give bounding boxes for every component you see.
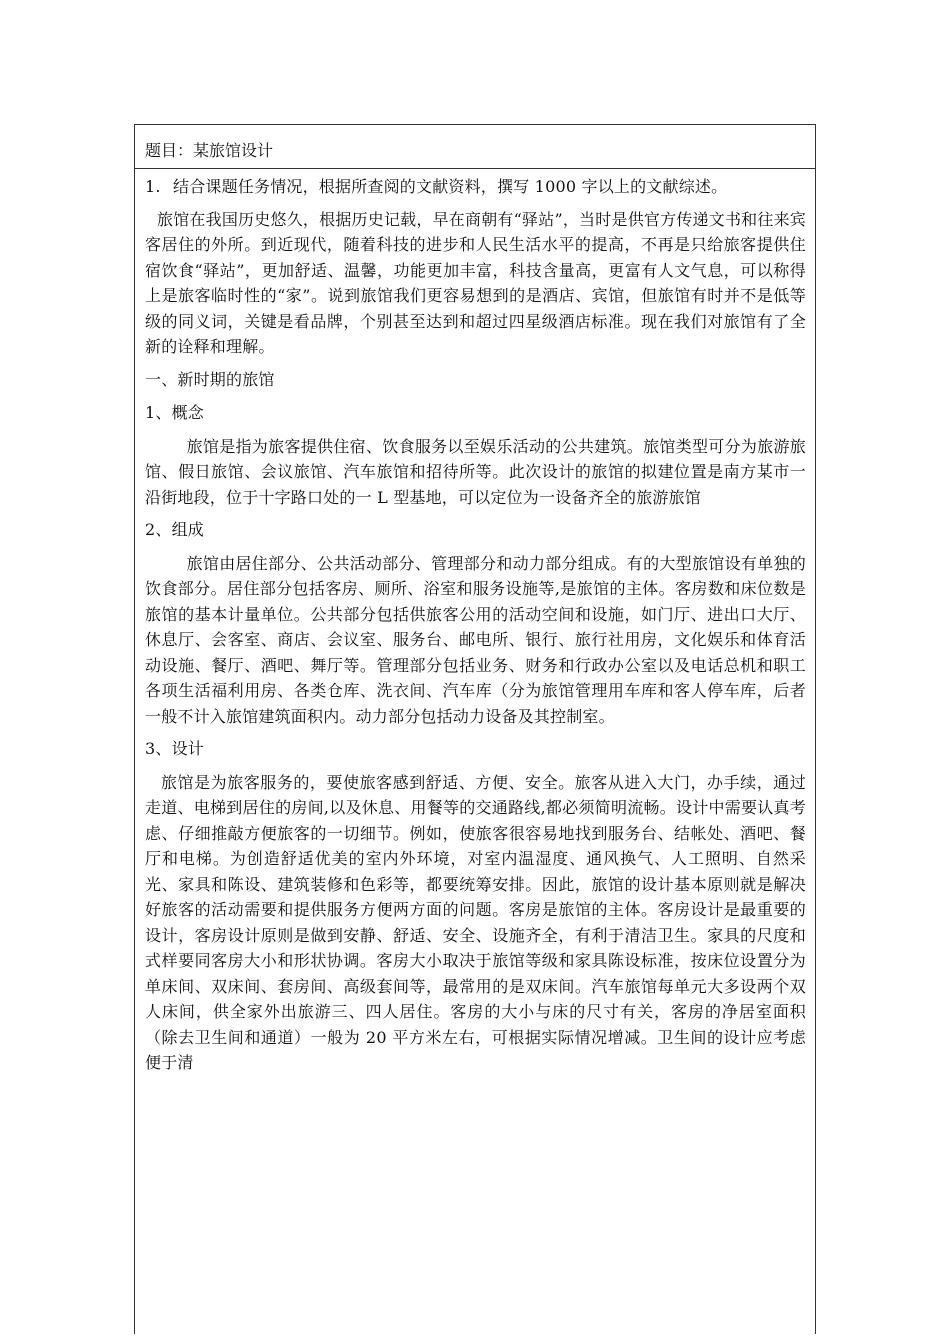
document-table	[134, 124, 816, 1334]
title-row	[135, 125, 815, 169]
task-text: 结合课题任务情况，根据所查阅的文献资料，撰写 1000 字以上的文献综述。	[173, 177, 728, 196]
concept-paragraph: 旅馆是指为旅客提供住宿、饮食服务以至娱乐活动的公共建筑。旅馆类型可分为旅游旅馆、假日旅馆、会议旅馆、汽车旅馆和招待所等。此次设计的旅馆的拟建位置是南方某市一沿街地段，位于十字路口处的一 L 型基地，可以定位为一设备齐全的旅游旅馆	[145, 436, 806, 507]
section-heading-1: 一、新时期的旅馆	[145, 369, 275, 389]
design-heading: 3、设计	[145, 739, 204, 758]
concept-heading: 1、概念	[145, 403, 204, 422]
composition-heading: 2、组成	[145, 520, 204, 539]
content-cell	[135, 169, 815, 1076]
task-number: 1.	[145, 177, 161, 196]
intro-paragraph: 旅馆在我国历史悠久，根据历史记载，早在商朝有“驿站”，当时是供官方传递文书和往来宾客居住的外所。到近现代，随着科技的进步和人民生活水平的提高，不再是只给旅客提供住宿饮食“驿站”，更加舒适、温馨，功能更加丰富，科技含量高，更富有人文气息，可以称得上是旅客临时性的“家”。说到旅馆我们更容易想到的是酒店、宾馆，但旅馆有时并不是低等级的同义词，关键是看品牌，个别甚至达到和超过四星级酒店标准。现在我们对旅馆有了全新的诠释和理解。	[145, 209, 806, 356]
title-label: 题目：某旅馆设计	[145, 141, 274, 160]
task-item	[145, 174, 806, 200]
design-paragraph: 旅馆是为旅客服务的，要使旅客感到舒适、方便、安全。旅客从进入大门，办手续，通过走道、电梯到居住的房间,以及休息、用餐等的交通路线,都必须简明流畅。设计中需要认真考虑、仔细推敲方便旅客的一切细节。例如，使旅客很容易地找到服务台、结帐处、酒吧、餐厅和电梯。为创造舒适优美的室内外环境，对室内温湿度、通风换气、人工照明、自然采光、家具和陈设、建筑装修和色彩等，都要统筹安排。因此，旅馆的设计基本原则就是解决好旅客的活动需要和提供服务方便两方面的问题。客房是旅馆的主体。客房设计是最重要的设计，客房设计原则是做到安静、舒适、安全、设施齐全，有利于清洁卫生。家具的尺度和式样要同客房大小和形状协调。客房大小取决于旅馆等级和家具陈设标准，按床位设置分为单床间、双床间、套房间、高级套间等，最常用的是双床间。汽车旅馆每单元大多设两个双人床间，供全家外出旅游三、四人居住。客房的大小与床的尺寸有关，客房的净居室面积（除去卫生间和通道）一般为 20 平方米左右，可根据实际情况增减。卫生间的设计应考虑便于清	[145, 772, 806, 1072]
composition-paragraph: 旅馆由居住部分、公共活动部分、管理部分和动力部分组成。有的大型旅馆设有单独的饮食部分。居住部分包括客房、厕所、浴室和服务设施等,是旅馆的主体。客房数和床位数是旅馆的基本计量单位。公共部分包括供旅客公用的活动空间和设施，如门厅、进出口大厅、休息厅、会客室、商店、会议室、服务台、邮电所、银行、旅行社用房，文化娱乐和体育活动设施、餐厅、酒吧、舞厅等。管理部分包括业务、财务和行政办公室以及电话总机和职工各项生活福利用房、各类仓库、洗衣间、汽车库（分为旅馆管理用车库和客人停车库，后者一般不计入旅馆建筑面积内。动力部分包括动力设备及其控制室。	[145, 553, 806, 726]
